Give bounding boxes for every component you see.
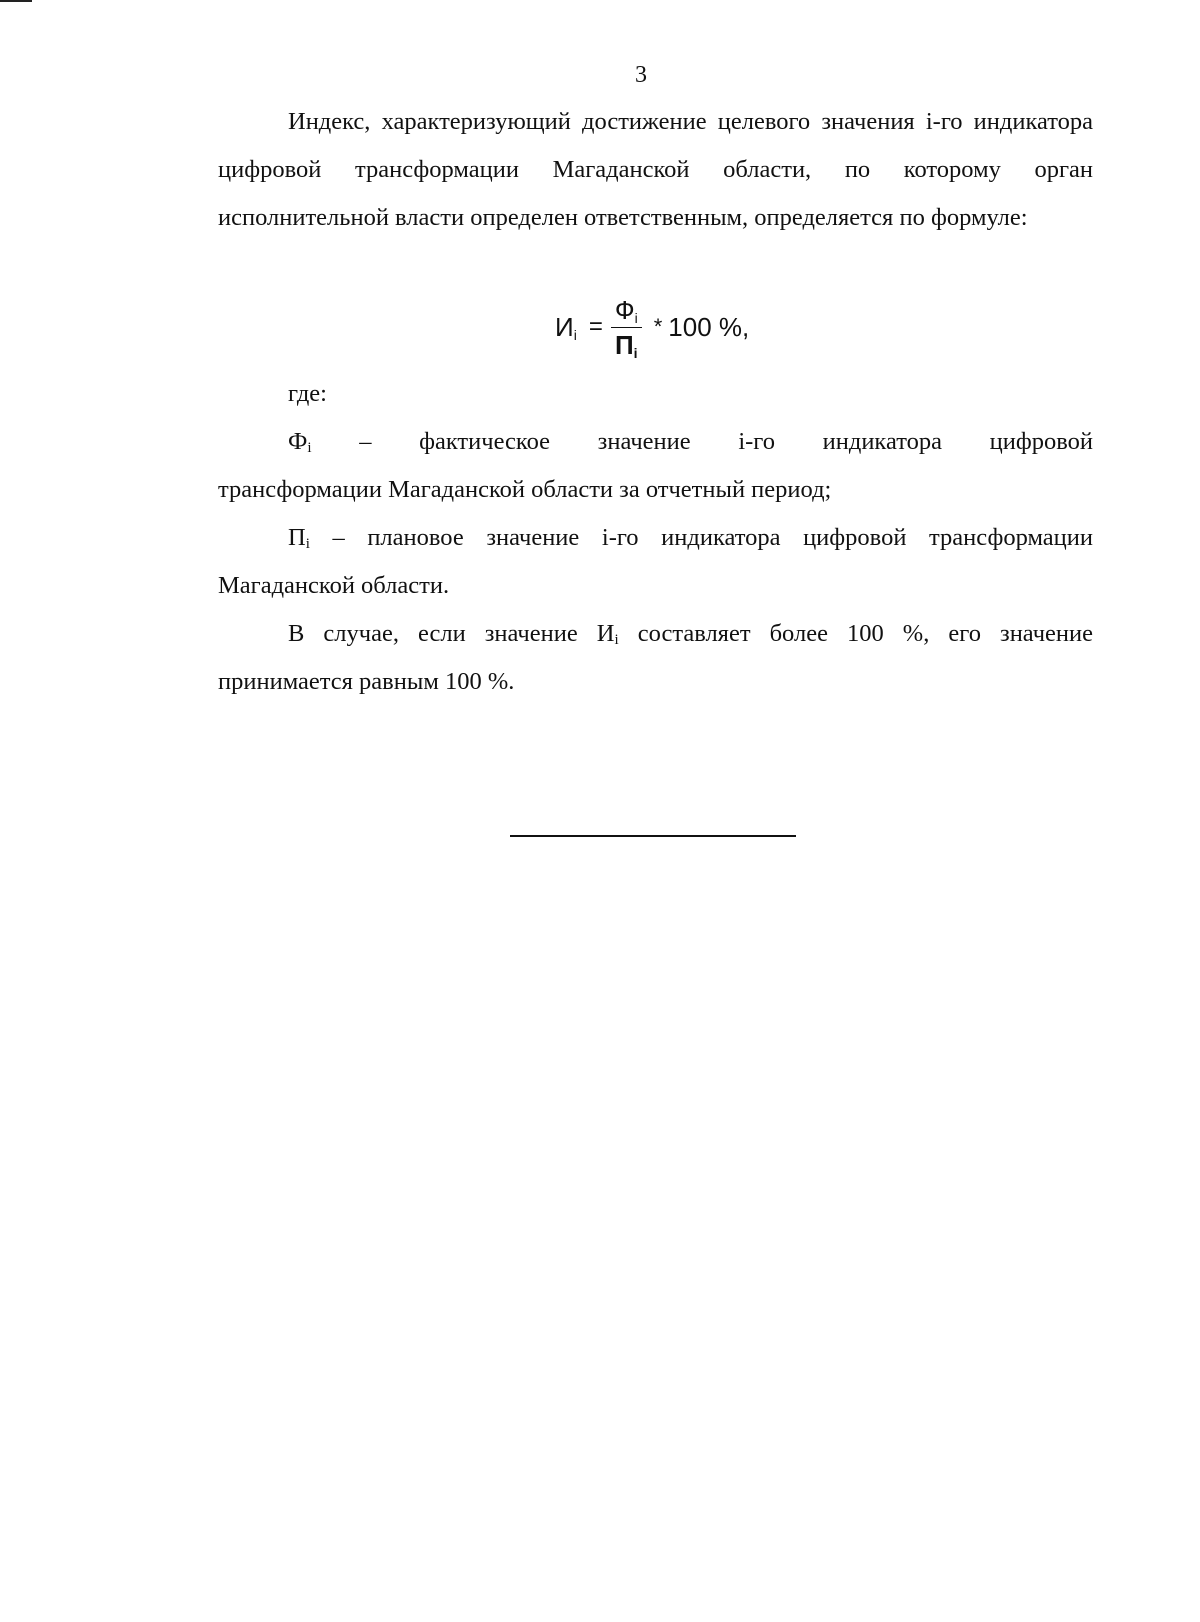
formula-denominator-subscript: i — [633, 344, 638, 361]
definition-pi-subscript: i — [305, 536, 310, 552]
formula-lhs-subscript: i — [573, 326, 577, 343]
definition-phi-first-line — [218, 418, 1093, 466]
page-number: 3 — [635, 62, 647, 88]
index-formula — [555, 290, 749, 364]
where-label: где: — [288, 380, 327, 407]
case-paragraph-subscript: i — [614, 632, 619, 648]
formula-denominator-symbol: П — [614, 329, 634, 360]
definition-phi-word: i-го — [738, 428, 775, 455]
formula-numerator-subscript: i — [634, 309, 638, 326]
definition-phi-word: индикатора — [822, 428, 942, 455]
formula-multiply: * — [653, 314, 663, 339]
intro-paragraph: Индекс, характеризующий достижение целевого значения i-го индикатора цифровой трансформации Магаданской области, по которому орган исполнительной власти определен ответственным, определяется по формуле: — [218, 108, 1093, 231]
formula-denominator — [611, 328, 642, 360]
definition-phi-subscript: i — [307, 440, 312, 456]
formula-rhs: 100 %, — [668, 311, 750, 342]
formula-numerator — [611, 295, 642, 328]
formula-fraction — [611, 295, 642, 360]
closing-divider-line — [510, 835, 796, 837]
definition-phi-symbol — [288, 418, 312, 466]
definition-phi-word: значение — [597, 428, 691, 455]
definition-pi — [218, 514, 1093, 610]
formula-numerator-symbol: Ф — [614, 294, 635, 325]
definition-phi-dash: – — [359, 428, 372, 455]
case-paragraph — [218, 610, 1093, 706]
case-paragraph-after: составляет более 100 %, его значение принимается равным 100 %. — [218, 620, 1093, 695]
definition-pi-symbol: П — [288, 524, 306, 551]
definition-phi-continuation: трансформации Магаданской области за отчетный период; — [218, 476, 832, 503]
formula-lhs-symbol: И — [555, 311, 574, 342]
definition-phi-word: цифровой — [989, 428, 1093, 455]
definition-phi-letter: Ф — [288, 428, 308, 455]
formula-lhs — [555, 312, 577, 343]
definition-phi — [218, 418, 1093, 514]
case-paragraph-before: В случае, если значение И — [288, 620, 615, 647]
formula-equals: = — [588, 313, 603, 340]
scan-corner-mark — [0, 0, 32, 2]
definition-pi-text: – плановое значение i-го индикатора цифровой трансформации Магаданской области. — [218, 524, 1093, 599]
definition-phi-word: фактическое — [419, 428, 551, 455]
